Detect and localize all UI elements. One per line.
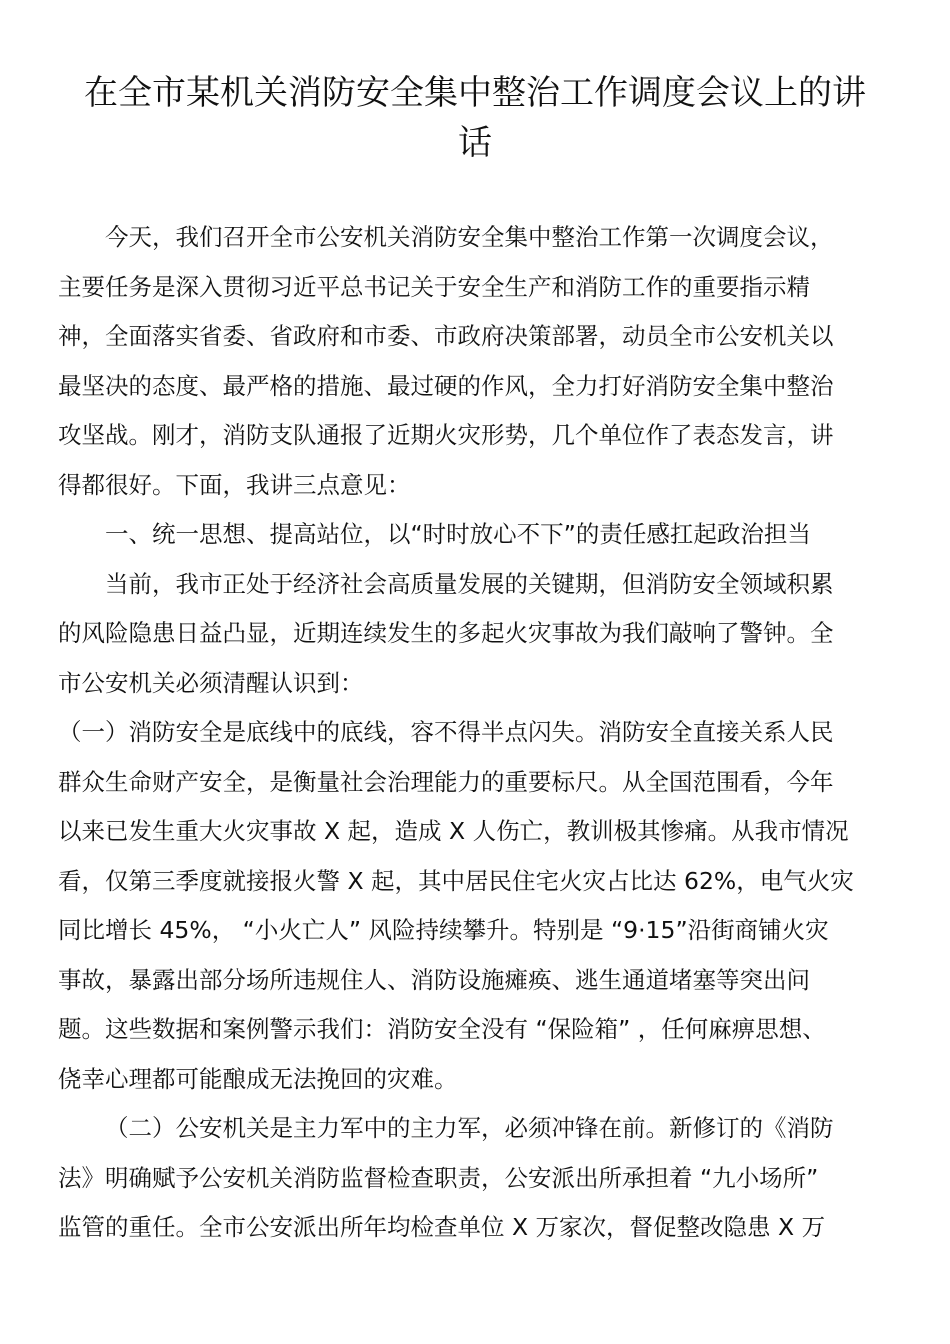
paragraph-line: 监管的重任。全市公安派出所年均检查单位 X 万家次，督促整改隐患 X 万 bbox=[58, 1213, 826, 1241]
paragraph-line: 侥幸心理都可能酿成无法挽回的灾难。 bbox=[58, 1064, 458, 1093]
paragraph-line: 事故，暴露出部分场所违规住人、消防设施瘫痪、逃生通道堵塞等突出问 bbox=[58, 965, 810, 994]
document-title bbox=[62, 68, 888, 168]
paragraph-line: 法》明确赋予公安机关消防监督检查职责，公安派出所承担着 “九小场所” bbox=[58, 1163, 819, 1192]
paragraph-line: 攻坚战。刚才，消防支队通报了近期火灾形势，几个单位作了表态发言，讲 bbox=[58, 421, 834, 449]
paragraph-line: 今天，我们召开全市公安机关消防安全集中整治工作第一次调度会议， bbox=[105, 223, 834, 251]
paragraph-line: 看，仅第三季度就接报火警 X 起，其中居民住宅火灾占比达 62%，电气火灾 bbox=[58, 866, 854, 895]
paragraph-line: 当前，我市正处于经济社会高质量发展的关键期，但消防安全领域积累 bbox=[105, 569, 834, 598]
paragraph-line: 神，全面落实省委、省政府和市委、市政府决策部署，动员全市公安机关以 bbox=[58, 322, 834, 350]
paragraph-line: （二）公安机关是主力军中的主力军，必须冲锋在前。新修订的《消防 bbox=[105, 1114, 834, 1142]
paragraph-line: 市公安机关必须清醒认识到： bbox=[58, 668, 364, 697]
paragraph-line: 主要任务是深入贯彻习近平总书记关于安全生产和消防工作的重要指示精 bbox=[58, 272, 810, 301]
paragraph-line: 以来已发生重大火灾事故 X 起，造成 X 人伤亡，教训极其惨痛。从我市情况 bbox=[58, 817, 849, 845]
title-line: 在全市某机关消防安全集中整治工作调度会议上的讲 bbox=[84, 73, 866, 113]
paragraph-line: 题。这些数据和案例警示我们：消防安全没有 “保险箱” ，任何麻痹思想、 bbox=[58, 1015, 826, 1043]
paragraph-line: 的风险隐患日益凸显，近期连续发生的多起火灾事故为我们敲响了警钟。全 bbox=[58, 619, 834, 647]
title-line: 话 bbox=[458, 123, 492, 163]
paragraph-line: （一）消防安全是底线中的底线，容不得半点闪失。消防安全直接关系人民 bbox=[58, 718, 834, 746]
document-body bbox=[58, 213, 898, 1253]
section-heading: 一、统一思想、提高站位，以“时时放心不下”的责任感扛起政治担当 bbox=[105, 520, 811, 548]
paragraph-line: 群众生命财产安全，是衡量社会治理能力的重要标尺。从全国范围看，今年 bbox=[58, 767, 834, 796]
paragraph-line: 最坚决的态度、最严格的措施、最过硬的作风，全力打好消防安全集中整治 bbox=[58, 371, 834, 400]
paragraph-line: 得都很好。下面，我讲三点意见： bbox=[58, 470, 411, 499]
paragraph-line: 同比增长 45%， “小火亡人” 风险持续攀升。特别是 “9·15”沿街商铺火灾 bbox=[58, 916, 829, 944]
